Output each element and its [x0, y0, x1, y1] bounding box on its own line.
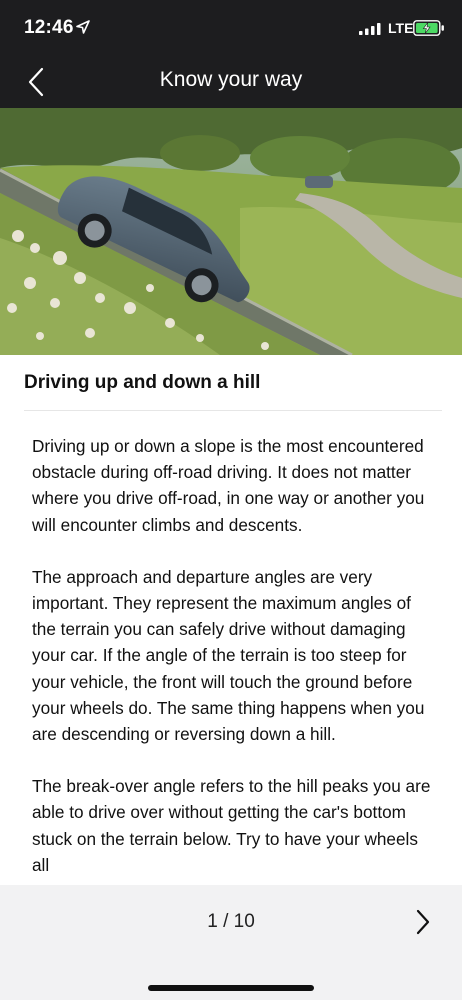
- next-page-button[interactable]: [406, 905, 440, 939]
- signal-bars-icon: [359, 23, 381, 35]
- article-body: [32, 433, 436, 885]
- status-bar: [0, 0, 462, 56]
- paragraph: Driving up or down a slope is the most encountered obstacle during off-road driving. It does not matter where you drive off-road, in one way or another you will encounter climbs and descents.: [32, 436, 425, 535]
- page-title: Know your way: [159, 68, 303, 91]
- article-content: [0, 355, 462, 885]
- location-arrow-icon: [76, 20, 90, 34]
- offroad-car-photo: [0, 108, 462, 355]
- home-indicator[interactable]: [148, 985, 314, 991]
- hero-image: [0, 108, 462, 355]
- paragraph: The approach and departure angles are very important. They represent the maximum angles of the terrain you can safely drive without damaging your car. If the angle of the terrain is too steep for your vehicle, the front will touch the ground before your wheels do. The same thing happens when you are descending or reversing down a hill.: [32, 566, 425, 745]
- pager-footer: [0, 885, 462, 1000]
- page-counter: 1 / 10: [207, 911, 255, 932]
- section-title: Driving up and down a hill: [24, 372, 261, 393]
- divider: [24, 410, 442, 411]
- navigation-bar: [0, 56, 462, 108]
- status-time: 12:46: [24, 17, 74, 38]
- paragraph: The break-over angle refers to the hill peaks you are able to drive over without getting the car's bottom stuck on the terrain below. Try to have your wheels all: [32, 776, 431, 875]
- network-type: LTE: [388, 20, 414, 36]
- battery-charging-icon: [413, 20, 445, 36]
- chevron-right-icon: [415, 909, 431, 935]
